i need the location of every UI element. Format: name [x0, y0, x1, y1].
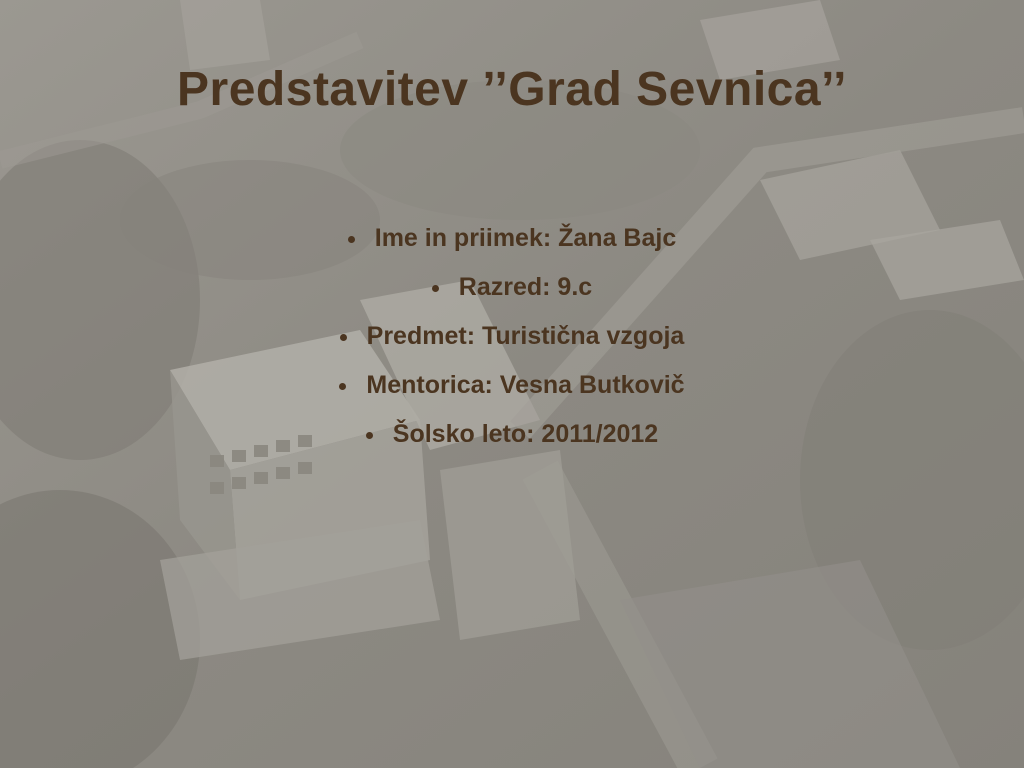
bullet-dot-icon: [339, 383, 346, 390]
bullet-item: [0, 312, 1024, 361]
bullet-item: [0, 410, 1024, 459]
bullet-text: Mentorica: Vesna Butkovič: [366, 371, 685, 399]
bullet-text: Šolsko leto: 2011/2012: [392, 420, 659, 448]
bullet-dot-icon: [340, 334, 347, 341]
bullet-text: Predmet: Turistična vzgoja: [366, 322, 685, 350]
bullet-text: Razred: 9.c: [458, 273, 593, 301]
bullet-list: [0, 214, 1024, 459]
bullet-item: [0, 214, 1024, 263]
bullet-dot-icon: [348, 236, 355, 243]
bullet-dot-icon: [366, 432, 373, 439]
bullet-dot-icon: [432, 285, 439, 292]
bullet-item: [0, 263, 1024, 312]
bullet-text: Ime in priimek: Žana Bajc: [374, 224, 677, 252]
bullet-item: [0, 361, 1024, 410]
slide-title: Predstavitev ’’Grad Sevnica’’: [177, 63, 847, 116]
